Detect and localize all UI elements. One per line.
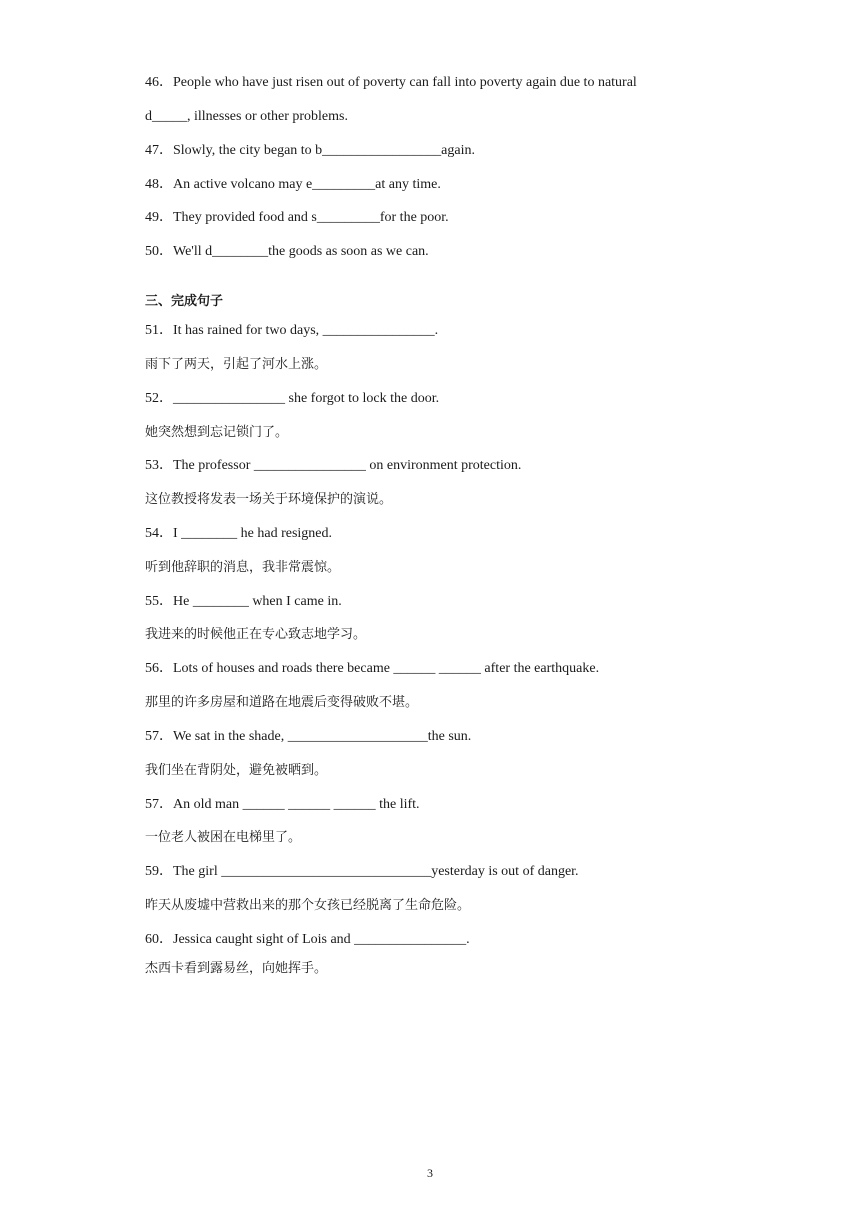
q46-line1: 46．People who have just risen out of poverty can fall into poverty again due to natural [145,75,637,90]
q59-english: 59．The girl ______________________________yesterday is out of danger. [145,864,579,879]
q58-chinese: 一位老人被困在电梯里了。 [145,830,302,845]
q57-english: 57．We sat in the shade, ____________________the sun. [145,729,472,744]
q60-chinese: 杰西卡看到露易丝，向她挥手。 [145,961,328,976]
q58-english: 57．An old man ______ ______ ______ the lift. [145,797,420,812]
q49: 49．They provided food and s_________for the poor. [145,210,449,225]
q47: 47．Slowly, the city began to b_________________again. [145,143,475,158]
q50: 50．We'll d________the goods as soon as we can. [145,244,429,259]
q52-english: 52．________________ she forgot to lock the door. [145,391,440,406]
q53-chinese: 这位教授将发表一场关于环境保护的演说。 [145,492,393,507]
q59-chinese: 昨天从废墟中营救出来的那个女孩已经脱离了生命危险。 [145,898,471,913]
q54-english: 54．I ________ he had resigned. [145,526,333,541]
q56-chinese: 那里的许多房屋和道路在地震后变得破败不堪。 [145,695,419,710]
q53-english: 53．The professor ________________ on environment protection. [145,458,522,473]
q57-chinese: 我们坐在背阴处，避免被晒到。 [145,763,328,778]
page-number: 3 [427,1166,433,1180]
q55-chinese: 我进来的时候他正在专心致志地学习。 [145,627,367,642]
q54-chinese: 听到他辞职的消息，我非常震惊。 [145,560,341,575]
q51-chinese: 雨下了两天，引起了河水上涨。 [145,357,328,372]
q52-chinese: 她突然想到忘记锁门了。 [145,425,289,440]
q46-line2: d_____, illnesses or other problems. [145,109,348,124]
q56-english: 56．Lots of houses and roads there became ______ ______ after the earthquake. [145,661,600,676]
q60-english: 60．Jessica caught sight of Lois and ________________. [145,932,470,947]
q51-english: 51．It has rained for two days, ________________. [145,323,439,338]
q55-english: 55．He ________ when I came in. [145,594,342,609]
q48: 48．An active volcano may e_________at any time. [145,177,441,192]
section-3-title: 三、完成句子 [145,294,224,309]
